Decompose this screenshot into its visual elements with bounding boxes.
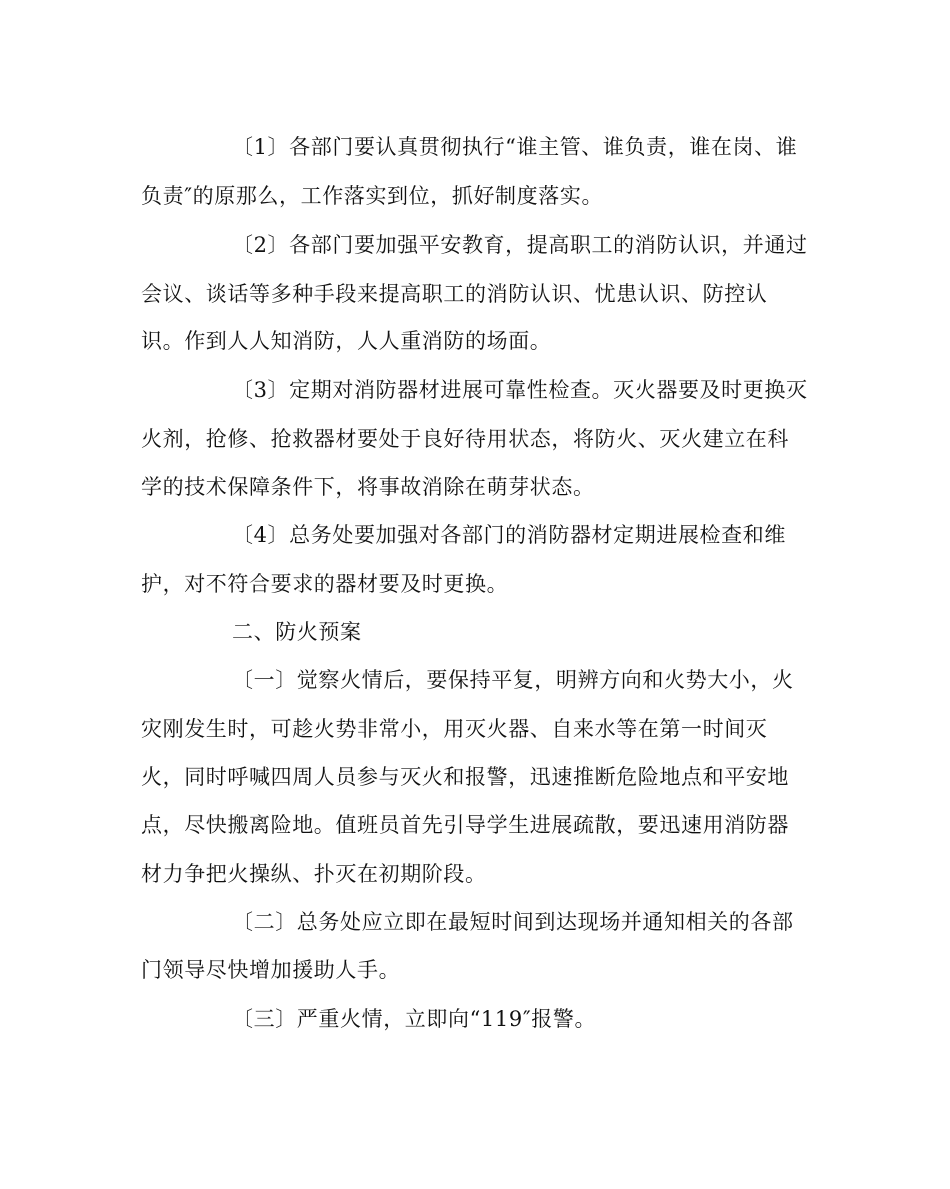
paragraph-5-line-2: 灾刚发生时，可趁火势非常小，用灭火器、自来水等在第一时间灭 — [141, 717, 768, 741]
paragraph-4-line-2: 护，对不符合要求的器材要及时更换。 — [141, 572, 509, 596]
paragraph-2-line-3: 识。作到人人知消防，人人重消防的场面。 — [141, 329, 552, 353]
paragraph-6-line-1: 〔二〕总务处应立即在最短时间到达现场并通知相关的各部 — [232, 910, 794, 934]
paragraph-3-line-2: 火剂，抢修、抢救器材要处于良好待用状态，将防火、灭火建立在科 — [141, 427, 789, 451]
paragraph-3-line-1: 〔3〕定期对消防器材进展可靠性检查。灭火器要及时更换灭 — [232, 378, 808, 402]
paragraph-1-line-2: 负责″的原那么，工作落实到位，抓好制度落实。 — [141, 184, 604, 208]
paragraph-4-line-1: 〔4〕总务处要加强对各部门的消防器材定期进展检查和维 — [232, 523, 786, 547]
paragraph-5-line-3: 火，同时呼喊四周人员参与灭火和报警，迅速推断危险地点和平安地 — [141, 765, 789, 789]
section-heading: 二、防火预案 — [232, 620, 362, 644]
paragraph-7-line-1: 〔三〕严重火情，立即向“119″报警。 — [232, 1007, 597, 1031]
paragraph-5-line-5: 材力争把火操纵、扑灭在初期阶段。 — [141, 862, 487, 886]
paragraph-5-line-1: 〔一〕觉察火情后，要保持平复，明辨方向和火势大小，火 — [232, 668, 794, 692]
paragraph-2-line-2: 会议、谈话等多种手段来提高职工的消防认识、忧患认识、防控认 — [141, 282, 768, 306]
paragraph-2-line-1: 〔2〕各部门要加强平安教育，提高职工的消防认识，并通过 — [232, 233, 808, 257]
paragraph-6-line-2: 门领导尽快增加援助人手。 — [141, 958, 401, 982]
paragraph-1-line-1: 〔1〕各部门要认真贯彻执行“谁主管、谁负责，谁在岗、谁 — [232, 135, 798, 159]
paragraph-5-line-4: 点，尽快搬离险地。值班员首先引导学生进展疏散，要迅速用消防器 — [141, 813, 789, 837]
paragraph-3-line-3: 学的技术保障条件下，将事故消除在萌芽状态。 — [141, 475, 595, 499]
